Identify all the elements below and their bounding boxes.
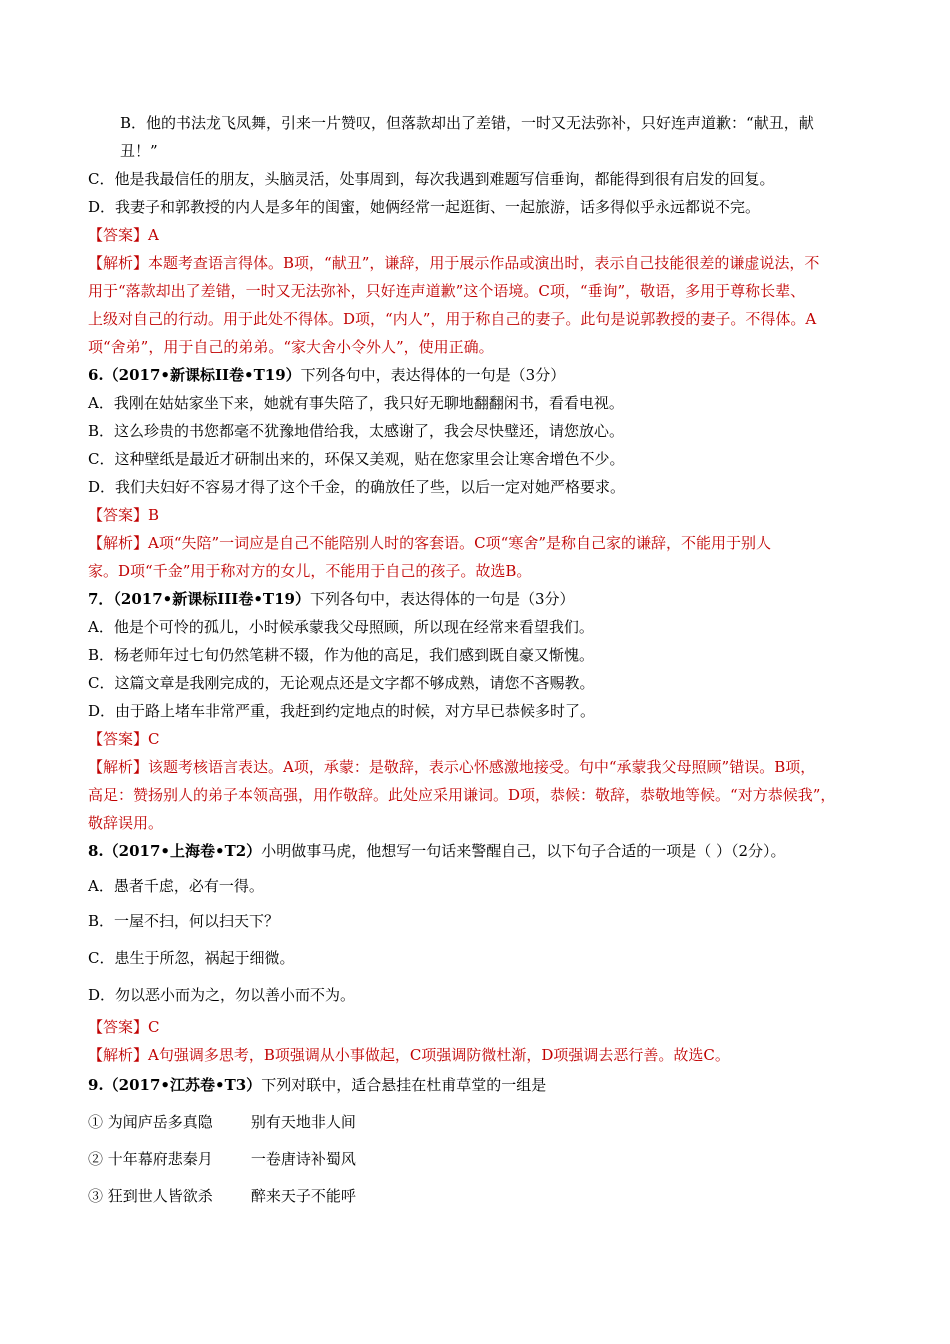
q9-stem (88, 1075, 878, 1095)
q7-number: 7．（2017•新课标III卷•T19） (88, 590, 310, 608)
q7-option-b: B．杨老师年过七旬仍然笔耕不辍，作为他的高足，我们感到既自豪又惭愧。 (88, 646, 595, 664)
q7-answer (88, 729, 878, 749)
q5-option-b: B．他的书法龙飞凤舞，引来一片赞叹，但落款却出了差错，一时又无法弥补，只好连声道歉：“献丑，献 (120, 114, 814, 132)
q8-option-b: B．一屋不扫，何以扫天下？ (88, 912, 280, 930)
q7-option-d: D．由于路上堵车非常严重，我赶到约定地点的时候，对方早已恭候多时了。 (88, 702, 596, 720)
q7-analysis-cont-2: 敬辞误用。 (88, 814, 164, 832)
analysis-text: 本题考查语言得体。B项，“献丑”，谦辞，用于展示作品或演出时，表示自己技能很差的谦虚说法，不 (148, 254, 820, 272)
q8-analysis (88, 1045, 878, 1065)
q6-answer (88, 505, 878, 525)
analysis-text: 该题考核语言表达。A项，承蒙：是敬辞，表示心怀感激地接受。句中“承蒙我父母照顾”错误。B项， (148, 758, 816, 776)
analysis-text: A项“失陪”一词应是自己不能陪别人时的客套语。C项“寒舍”是称自己家的谦辞，不能用于别人 (148, 534, 772, 552)
q5-analysis-cont-3: 项“舍弟”，用于自己的弟弟。“家大舍小令外人”，使用正确。 (88, 338, 494, 356)
answer-value: B (148, 506, 160, 524)
q8-option-d: D．勿以恶小而为之，勿以善小而不为。 (88, 986, 356, 1004)
analysis-label: 【解析】 (88, 534, 149, 552)
q6-analysis (88, 533, 878, 553)
analysis-label: 【解析】 (88, 254, 149, 272)
q6-option-a: A．我刚在姑姑家坐下来，她就有事失陪了，我只好无聊地翻翻闲书，看看电视。 (88, 394, 624, 412)
q9-couplet-1: ① 为闻庐岳多真隐 别有天地非人间 (88, 1113, 356, 1131)
q9-couplet-3: ③ 狂到世人皆欲杀 醉来天子不能呼 (88, 1187, 356, 1205)
q7-option-c: C．这篇文章是我刚完成的，无论观点还是文字都不够成熟，请您不吝赐教。 (88, 674, 595, 692)
q5-option-d: D．我妻子和郭教授的内人是多年的闺蜜，她俩经常一起逛街、一起旅游，话多得似乎永远都说不完。 (88, 198, 761, 216)
q5-analysis-cont-2: 上级对自己的行动。用于此处不得体。D项，“内人”，用于称自己的妻子。此句是说郭教授的妻子。不得体。A (88, 310, 817, 328)
q6-option-b: B．这么珍贵的书您都毫不犹豫地借给我，太感谢了，我会尽快璧还，请您放心。 (88, 422, 625, 440)
q8-stem (88, 841, 878, 861)
answer-value: C (148, 1018, 160, 1036)
q6-stem (88, 365, 878, 385)
q7-stem (88, 589, 878, 609)
q7-text: 下列各句中，表达得体的一句是（3分） (309, 590, 575, 608)
q9-couplet-2: ② 十年幕府悲秦月 一卷唐诗补蜀风 (88, 1150, 356, 1168)
q8-number: 8.（2017•上海卷•T2） (88, 842, 262, 860)
q6-number: 6.（2017•新课标II卷•T19） (88, 366, 301, 384)
q5-option-b-cont: 丑！” (120, 142, 158, 160)
answer-label: 【答案】 (88, 506, 149, 524)
q5-answer (88, 225, 878, 245)
answer-value: A (148, 226, 159, 244)
q8-text: 小明做事马虎，他想写一句话来警醒自己，以下句子合适的一项是（ ）（2分）。 (261, 842, 786, 860)
analysis-label: 【解析】 (88, 1046, 149, 1064)
q8-option-a: A．愚者千虑，必有一得。 (88, 877, 264, 895)
answer-value: C (148, 730, 160, 748)
q7-analysis-cont-1: 高足：赞扬别人的弟子本领高强，用作敬辞。此处应采用谦词。D项，恭候：敬辞，恭敬地等候。“对方恭候我”， (88, 786, 836, 804)
answer-label: 【答案】 (88, 226, 149, 244)
q6-option-c: C．这种壁纸是最近才研制出来的，环保又美观，贴在您家里会让寒舍增色不少。 (88, 450, 625, 468)
q6-analysis-cont: 家。D项“千金”用于称对方的女儿，不能用于自己的孩子。故选B。 (88, 562, 532, 580)
analysis-text: A句强调多思考，B项强调从小事做起，C项强调防微杜渐，D项强调去恶行善。故选C。 (148, 1046, 730, 1064)
q8-answer (88, 1017, 878, 1037)
q7-analysis (88, 757, 878, 777)
q8-option-c: C．患生于所忽，祸起于细微。 (88, 949, 295, 967)
answer-label: 【答案】 (88, 1018, 149, 1036)
analysis-label: 【解析】 (88, 758, 149, 776)
q5-option-c: C．他是我最信任的朋友，头脑灵活，处事周到，每次我遇到难题写信垂询，都能得到很有启发的回复。 (88, 170, 775, 188)
answer-label: 【答案】 (88, 730, 149, 748)
q5-analysis-cont-1: 用于“落款却出了差错，一时又无法弥补，只好连声道歉”这个语境。C项，“垂询”，敬语，多用于尊称长辈、 (88, 282, 806, 300)
q7-option-a: A．他是个可怜的孤儿，小时候承蒙我父母照顾，所以现在经常来看望我们。 (88, 618, 594, 636)
q5-analysis (88, 253, 878, 273)
q6-option-d: D．我们夫妇好不容易才得了这个千金，的确放任了些，以后一定对她严格要求。 (88, 478, 626, 496)
q6-text: 下列各句中，表达得体的一句是（3分） (300, 366, 566, 384)
q9-number: 9.（2017•江苏卷•T3） (88, 1076, 262, 1094)
q9-text: 下列对联中，适合悬挂在杜甫草堂的一组是 (261, 1076, 547, 1094)
